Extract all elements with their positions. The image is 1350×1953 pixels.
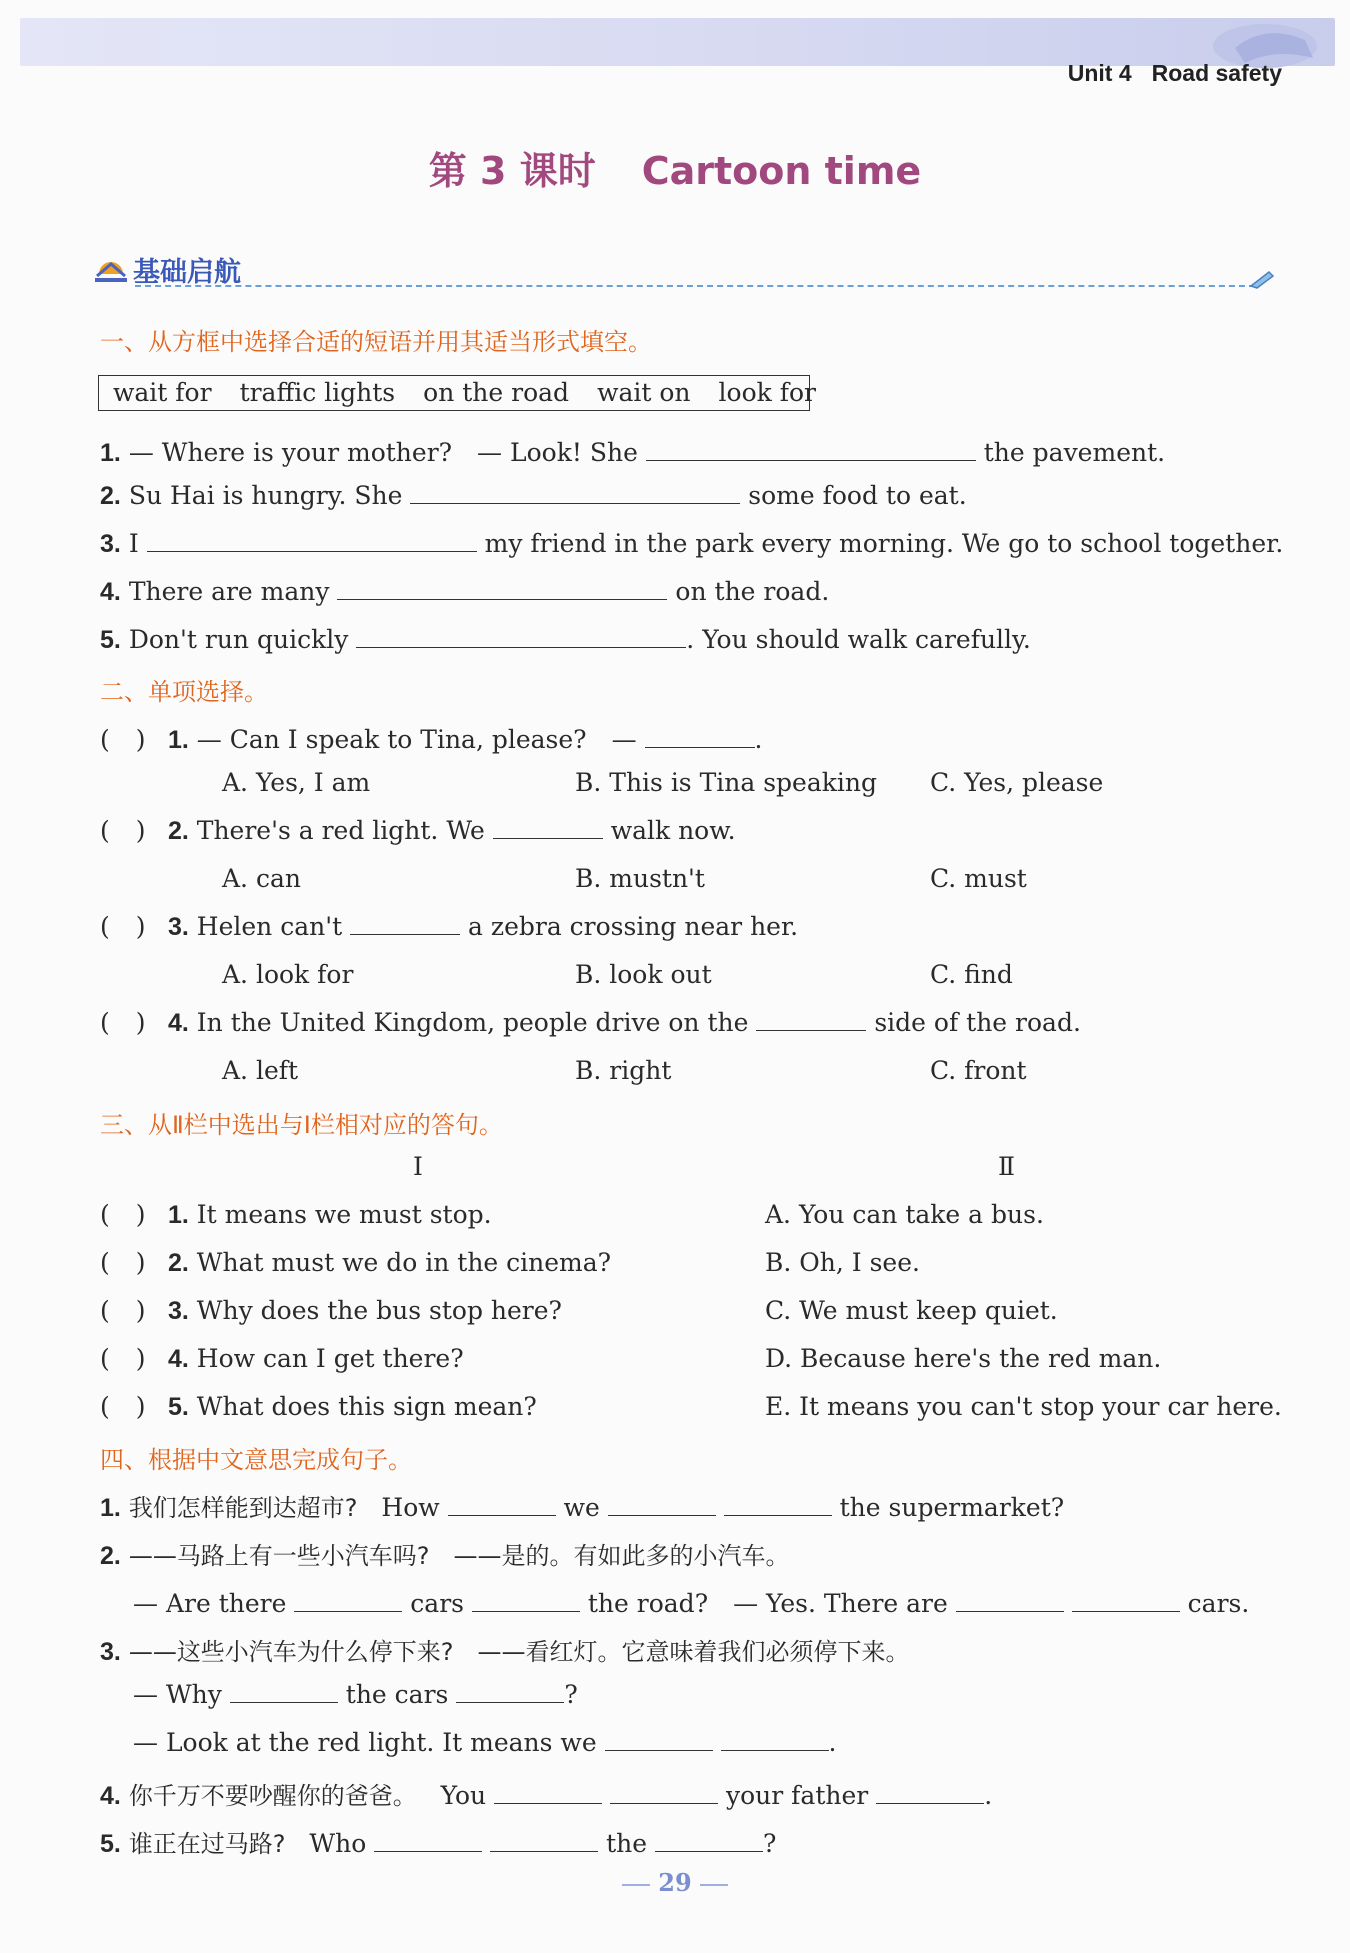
part2-item-3: ( ) 3. Helen can't a zebra crossing near her. bbox=[100, 912, 799, 941]
option-a: A. can bbox=[222, 864, 301, 893]
answer-blank[interactable] bbox=[356, 625, 686, 648]
answer-blank[interactable] bbox=[147, 529, 477, 552]
option-a: A. Yes, I am bbox=[222, 768, 371, 797]
part3-right-a: A. You can take a bus. bbox=[765, 1200, 1044, 1229]
part4-item-3-cn: 3. ——这些小汽车为什么停下来? ——看红灯。它意味着我们必须停下来。 bbox=[100, 1638, 910, 1666]
part4-item-1: 1. 我们怎样能到达超市? How we the supermarket? bbox=[100, 1493, 1065, 1522]
part4-item-2-cn: 2. ——马路上有一些小汽车吗? ——是的。有如此多的小汽车。 bbox=[100, 1542, 790, 1570]
part3-left-3: ( ) 3. Why does the bus stop here? bbox=[100, 1296, 562, 1325]
option-a: A. look for bbox=[222, 960, 354, 989]
option-c: C. must bbox=[930, 864, 1027, 893]
option-c: C. Yes, please bbox=[930, 768, 1104, 797]
part3-right-e: E. It means you can't stop your car here. bbox=[765, 1392, 1282, 1421]
answer-blank[interactable] bbox=[493, 816, 603, 839]
sunrise-icon bbox=[95, 252, 127, 284]
page-title: 第 3 课时 Cartoon time bbox=[428, 149, 922, 193]
answer-blank[interactable] bbox=[494, 1781, 602, 1804]
answer-blank[interactable] bbox=[472, 1589, 580, 1612]
pen-icon bbox=[1249, 268, 1275, 290]
part2-item-4: ( ) 4. In the United Kingdom, people drive on the side of the road. bbox=[100, 1008, 1081, 1037]
option-b: B. right bbox=[575, 1056, 672, 1085]
answer-blank[interactable] bbox=[448, 1493, 556, 1516]
answer-blank[interactable] bbox=[721, 1728, 829, 1751]
part4-item-2-en: — Are there cars the road? — Yes. There are cars. bbox=[133, 1589, 1250, 1618]
part3-left-4: ( ) 4. How can I get there? bbox=[100, 1344, 464, 1373]
part1-heading: 一、从方框中选择合适的短语并用其适当形式填空。 bbox=[100, 328, 652, 356]
part1-item-1: 1. — Where is your mother? — Look! She the pavement. bbox=[100, 438, 1166, 467]
part3-left-5: ( ) 5. What does this sign mean? bbox=[100, 1392, 537, 1421]
option-b: B. look out bbox=[575, 960, 712, 989]
unit-header: Unit 4 Road safety bbox=[1067, 60, 1282, 86]
column-1-header: Ⅰ bbox=[413, 1152, 423, 1181]
answer-blank[interactable] bbox=[876, 1781, 984, 1804]
answer-blank[interactable] bbox=[456, 1680, 564, 1703]
part4-heading: 四、根据中文意思完成句子。 bbox=[100, 1446, 412, 1474]
part4-item-3-en-1: — Why the cars ? bbox=[133, 1680, 578, 1709]
answer-blank[interactable] bbox=[374, 1829, 482, 1852]
answer-blank[interactable] bbox=[645, 725, 755, 748]
answer-blank[interactable] bbox=[756, 1008, 866, 1031]
answer-blank[interactable] bbox=[410, 481, 740, 504]
part4-item-5: 5. 谁正在过马路? Who the ? bbox=[100, 1829, 777, 1858]
part3-left-2: ( ) 2. What must we do in the cinema? bbox=[100, 1248, 612, 1277]
part1-item-2: 2. Su Hai is hungry. She some food to eat. bbox=[100, 481, 967, 510]
option-b: B. This is Tina speaking bbox=[575, 768, 877, 797]
answer-blank[interactable] bbox=[956, 1589, 1064, 1612]
answer-blank[interactable] bbox=[610, 1781, 718, 1804]
option-a: A. left bbox=[222, 1056, 299, 1085]
part4-item-3-en-2: — Look at the red light. It means we . bbox=[133, 1728, 837, 1757]
answer-blank[interactable] bbox=[724, 1493, 832, 1516]
answer-blank[interactable] bbox=[646, 438, 976, 461]
answer-blank[interactable] bbox=[605, 1728, 713, 1751]
answer-blank[interactable] bbox=[230, 1680, 338, 1703]
answer-blank[interactable] bbox=[337, 577, 667, 600]
part3-heading: 三、从Ⅱ栏中选出与Ⅰ栏相对应的答句。 bbox=[100, 1111, 503, 1139]
answer-blank[interactable] bbox=[608, 1493, 716, 1516]
section-banner: 基础启航 bbox=[95, 250, 1275, 290]
part2-item-2: ( ) 2. There's a red light. We walk now. bbox=[100, 816, 736, 845]
header-band bbox=[20, 18, 1335, 66]
answer-blank[interactable] bbox=[1072, 1589, 1180, 1612]
part1-item-5: 5. Don't run quickly . You should walk carefully. bbox=[100, 625, 1031, 654]
part4-item-4: 4. 你千万不要吵醒你的爸爸。 You your father . bbox=[100, 1781, 993, 1810]
part3-right-c: C. We must keep quiet. bbox=[765, 1296, 1058, 1325]
part3-right-b: B. Oh, I see. bbox=[765, 1248, 920, 1277]
answer-blank[interactable] bbox=[294, 1589, 402, 1612]
part3-right-d: D. Because here's the red man. bbox=[765, 1344, 1162, 1373]
answer-blank[interactable] bbox=[490, 1829, 598, 1852]
answer-blank[interactable] bbox=[655, 1829, 763, 1852]
page-number: 29 bbox=[0, 1868, 1350, 1897]
phrase-box: wait for traffic lights on the road wait on look for bbox=[98, 375, 810, 411]
part2-item-1: ( ) 1. — Can I speak to Tina, please? — . bbox=[100, 725, 763, 754]
option-c: C. front bbox=[930, 1056, 1027, 1085]
part3-left-1: ( ) 1. It means we must stop. bbox=[100, 1200, 492, 1229]
part2-heading: 二、单项选择。 bbox=[100, 678, 268, 706]
answer-blank[interactable] bbox=[350, 912, 460, 935]
part1-item-4: 4. There are many on the road. bbox=[100, 577, 830, 606]
column-2-header: Ⅱ bbox=[998, 1152, 1015, 1181]
option-c: C. find bbox=[930, 960, 1013, 989]
option-b: B. mustn't bbox=[575, 864, 705, 893]
part1-item-3: 3. I my friend in the park every morning. We go to school together. bbox=[100, 529, 1284, 558]
